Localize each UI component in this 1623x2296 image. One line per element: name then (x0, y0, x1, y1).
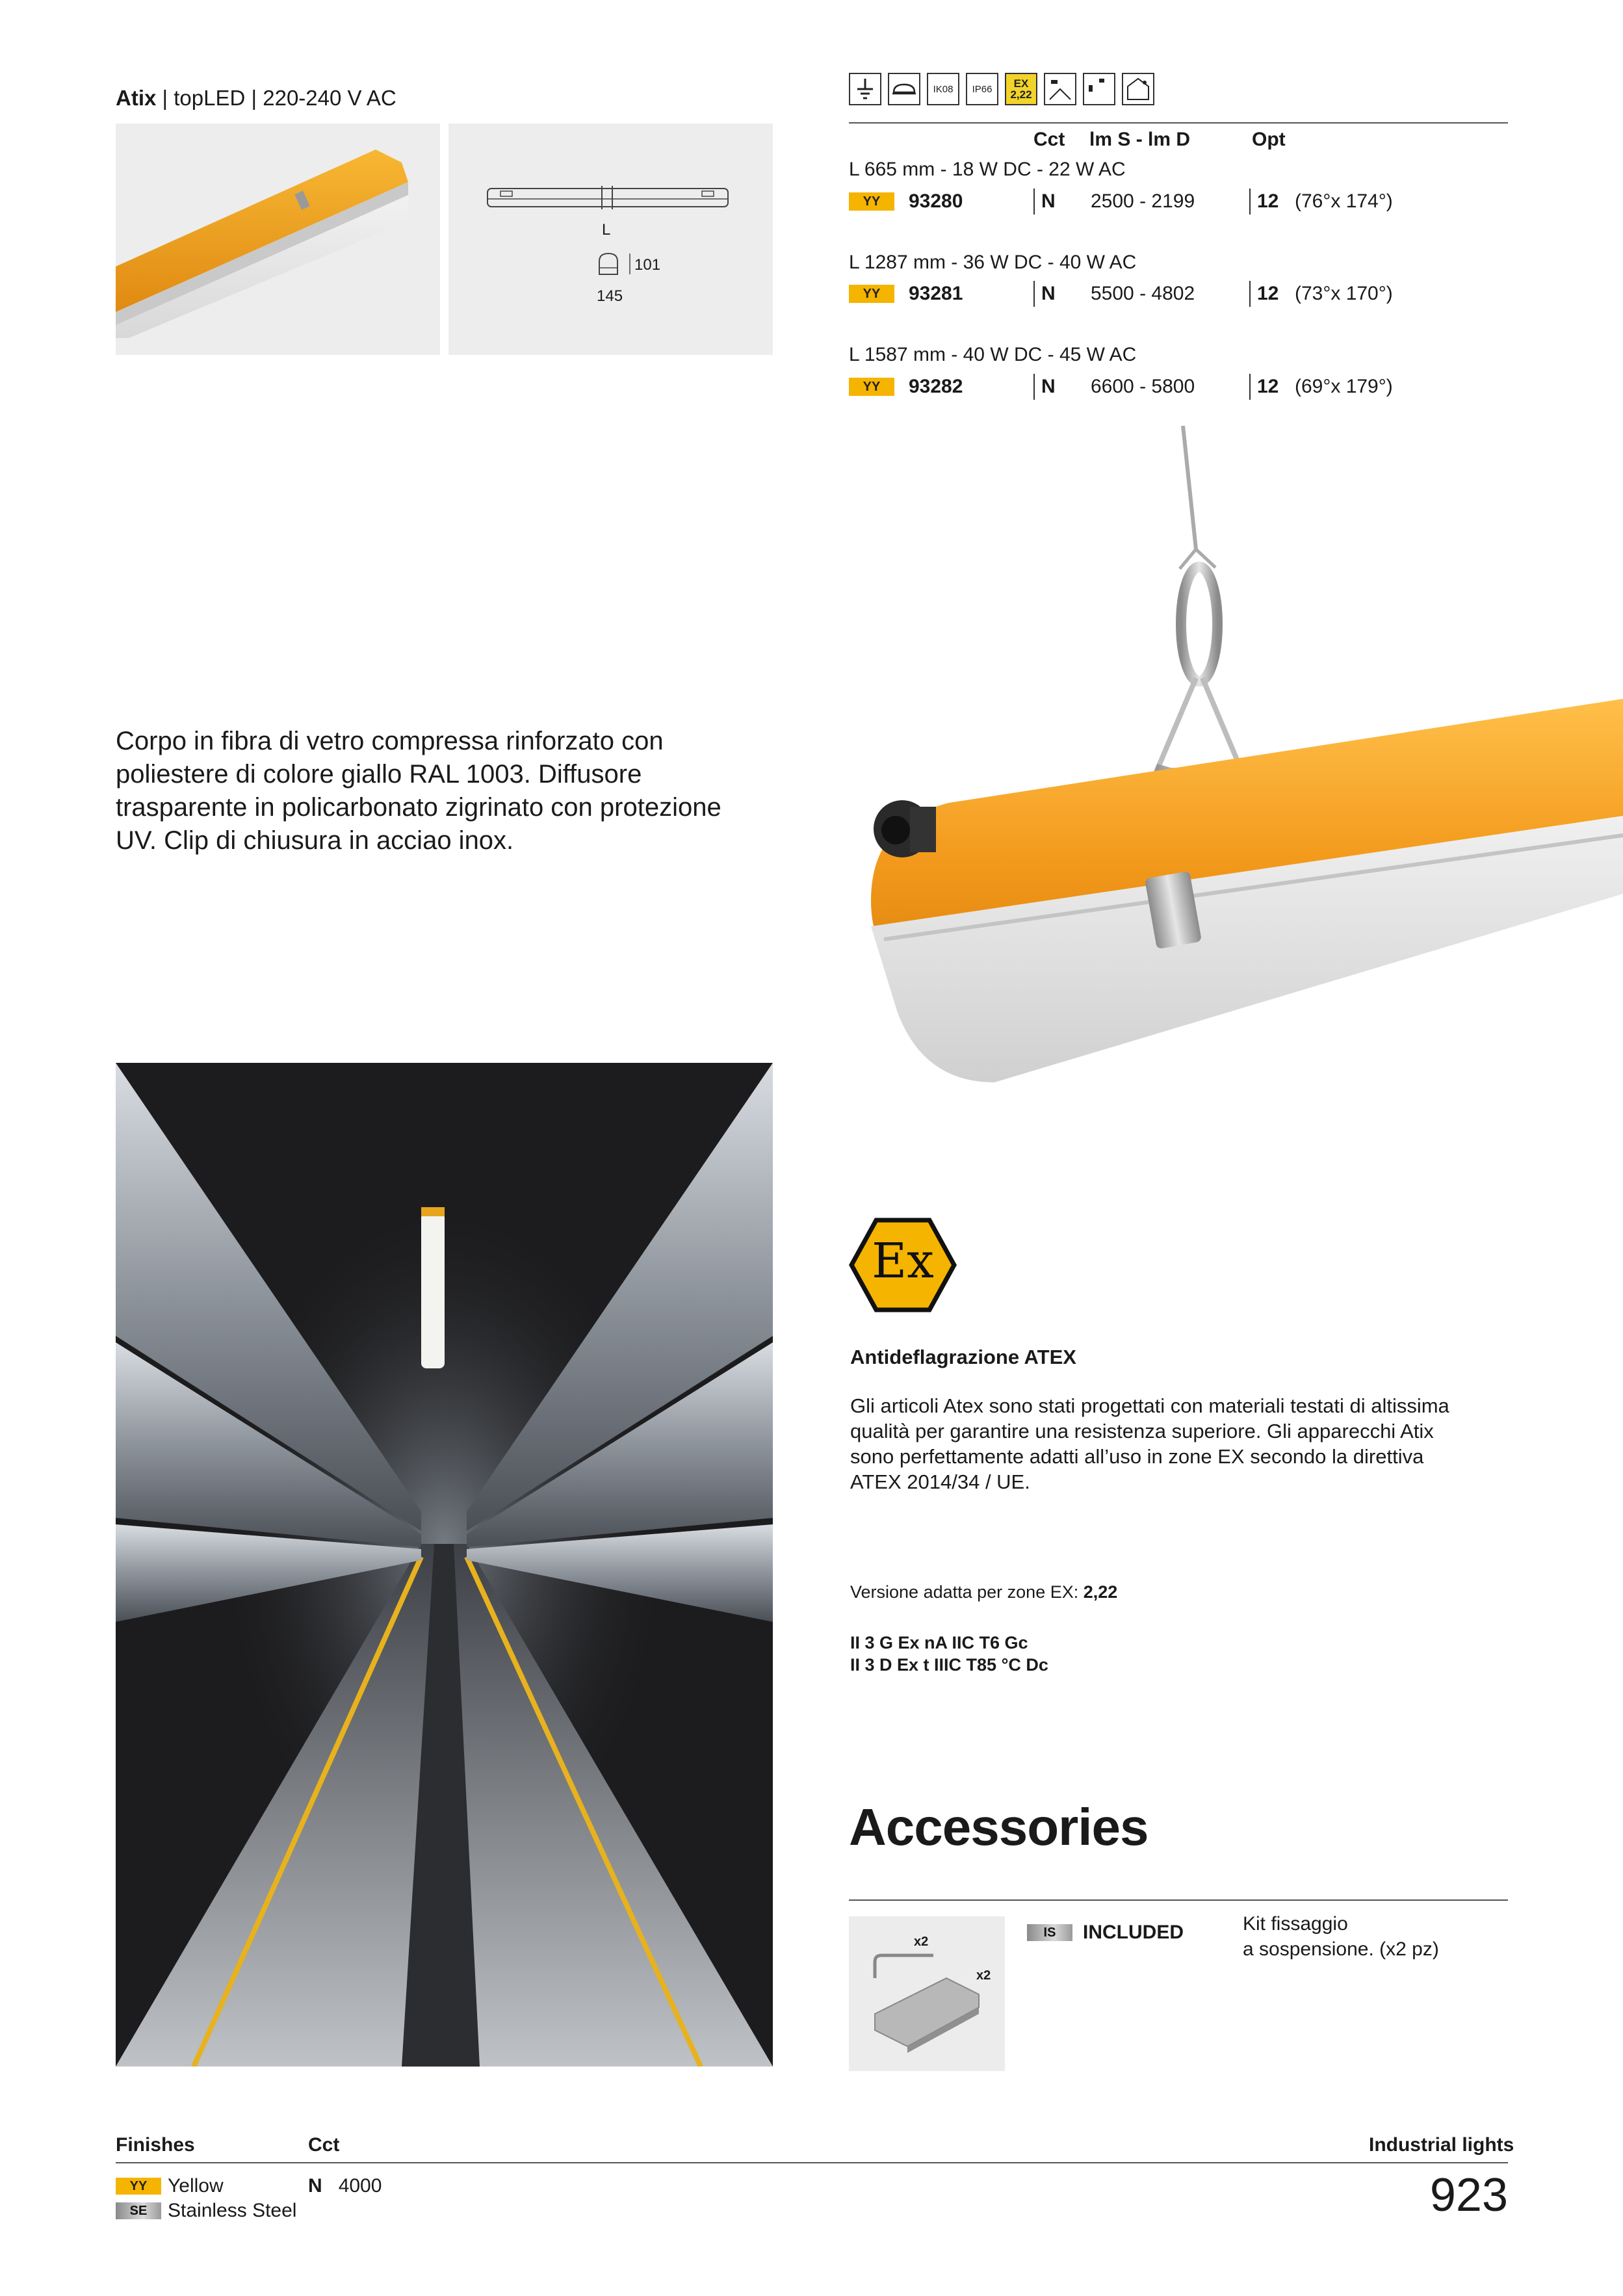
cell-divider (1249, 189, 1251, 215)
lumen-value: 5500 - 4802 (1091, 283, 1195, 304)
accessory-included-label: INCLUDED (1083, 1922, 1184, 1943)
atex-ex-logo (849, 1218, 957, 1312)
header-rule (849, 122, 1508, 124)
fixture-hero-image (845, 426, 1623, 1121)
beam-angle: (76°x 174°) (1295, 190, 1393, 212)
product-name: Atix (116, 86, 157, 110)
variant-title: L 665 mm - 18 W DC - 22 W AC (849, 159, 1126, 180)
tunnel-photo (116, 1063, 773, 2067)
atex-code-dust: II 3 D Ex t IIIC T85 °C Dc (850, 1655, 1048, 1675)
accessory-finish-badge: IS (1027, 1924, 1072, 1941)
accessories-title: Accessories (849, 1798, 1149, 1856)
col-header-lm: lm S - lm D (1089, 129, 1191, 150)
atex-codes (850, 1632, 1048, 1676)
wall-mount-icon (1083, 73, 1115, 105)
accessories-rule (849, 1899, 1508, 1901)
accessory-desc-line: a sospensione. (x2 pz) (1243, 1938, 1439, 1960)
atex-title: Antideflagrazione ATEX (850, 1346, 1076, 1368)
product-description: Corpo in fibra di vetro compressa rinforzato con poliestere di colore giallo RAL 1003. Diffusore trasparente in policarbonato zigrinato con protezione UV. Clip di chiusura in acciao inox. (116, 727, 721, 855)
cell-divider (1033, 281, 1035, 307)
footer-category: Industrial lights (1369, 2134, 1514, 2156)
finish-name: Stainless Steel (168, 2200, 297, 2221)
accessory-status (1027, 1922, 1184, 1944)
cell-divider (1033, 189, 1035, 215)
footer-finishes-label: Finishes (116, 2134, 195, 2156)
atex-description: Gli articoli Atex sono stati progettati con materiali testati di altissima qualità per garantire una resistenza superiore. Gli apparecchi Atix sono perfettamente adatti all’uso in zone EX secondo la direttiva ATEX 2014/34 / UE. (850, 1394, 1449, 1493)
product-code: 93280 (909, 190, 963, 212)
table-row (849, 189, 1393, 215)
lumen-value: 2500 - 2199 (1091, 190, 1195, 212)
product-photo (116, 124, 440, 355)
optic-code: 12 (1257, 190, 1279, 212)
cell-divider (1249, 374, 1251, 400)
accessory-qty-1: x2 (914, 1935, 929, 1949)
cell-divider (1033, 374, 1035, 400)
atex-code-gas: II 3 G Ex nA IIC T6 Gc (850, 1633, 1028, 1652)
variant-title: L 1287 mm - 36 W DC - 40 W AC (849, 252, 1137, 273)
beam-angle: (69°x 179°) (1295, 376, 1393, 397)
finish-badge: SE (116, 2202, 161, 2219)
footer-cct-label: Cct (308, 2134, 340, 2156)
atex-version (850, 1582, 1117, 1602)
cell-divider (1249, 281, 1251, 307)
finish-badge: YY (116, 2178, 161, 2195)
ex-logo-text: Ex (872, 1233, 934, 1289)
accessory-image (849, 1916, 1005, 2071)
table-row (849, 374, 1393, 400)
dim-width-label: 145 (597, 287, 623, 305)
product-subtitle: | topLED | 220-240 V AC (156, 86, 396, 110)
ex-zone-icon: EX 2,22 (1005, 73, 1037, 105)
optic-code: 12 (1257, 376, 1279, 397)
ik-rating-icon: IK08 (927, 73, 959, 105)
finish-badge: YY (849, 378, 894, 396)
accessory-description (1243, 1911, 1439, 1962)
dim-length-label: L (602, 221, 611, 239)
footer-cct-code: N (308, 2175, 322, 2197)
finish-item (116, 2200, 296, 2222)
cct-code: N (1041, 376, 1056, 397)
dimension-drawing (448, 124, 773, 355)
cct-code: N (1041, 283, 1056, 304)
optic-code: 12 (1257, 283, 1279, 304)
accessory-desc-line: Kit fissaggio (1243, 1913, 1348, 1935)
footer-cct (308, 2175, 382, 2197)
col-header-cct: Cct (1033, 129, 1065, 150)
footer-rule (116, 2162, 1508, 2163)
finish-name: Yellow (168, 2175, 224, 2197)
product-code: 93282 (909, 376, 963, 397)
accessory-qty-2: x2 (976, 1968, 991, 1983)
lumen-value: 6600 - 5800 (1091, 376, 1195, 397)
product-code: 93281 (909, 283, 963, 304)
finish-item (116, 2175, 224, 2197)
table-row (849, 281, 1393, 307)
atex-version-label: Versione adatta per zone EX: (850, 1582, 1084, 1602)
cct-code: N (1041, 190, 1056, 212)
atex-version-value: 2,22 (1083, 1582, 1118, 1602)
dim-height-label: 101 (634, 256, 661, 274)
finish-badge: YY (849, 192, 894, 211)
col-header-opt: Opt (1252, 129, 1286, 150)
suspension-mount-icon (1122, 73, 1154, 105)
ip-rating-icon: IP66 (966, 73, 998, 105)
finish-badge: YY (849, 285, 894, 303)
footer-cct-value: 4000 (338, 2175, 382, 2197)
page-number: 923 (1429, 2169, 1508, 2221)
beam-angle: (73°x 170°) (1295, 283, 1393, 304)
ground-symbol-icon (849, 73, 881, 105)
certification-icons (849, 73, 1154, 105)
fixture-mount-icon (888, 73, 920, 105)
page-title (116, 86, 396, 111)
variant-title: L 1587 mm - 40 W DC - 45 W AC (849, 344, 1137, 365)
ceiling-mount-icon (1044, 73, 1076, 105)
